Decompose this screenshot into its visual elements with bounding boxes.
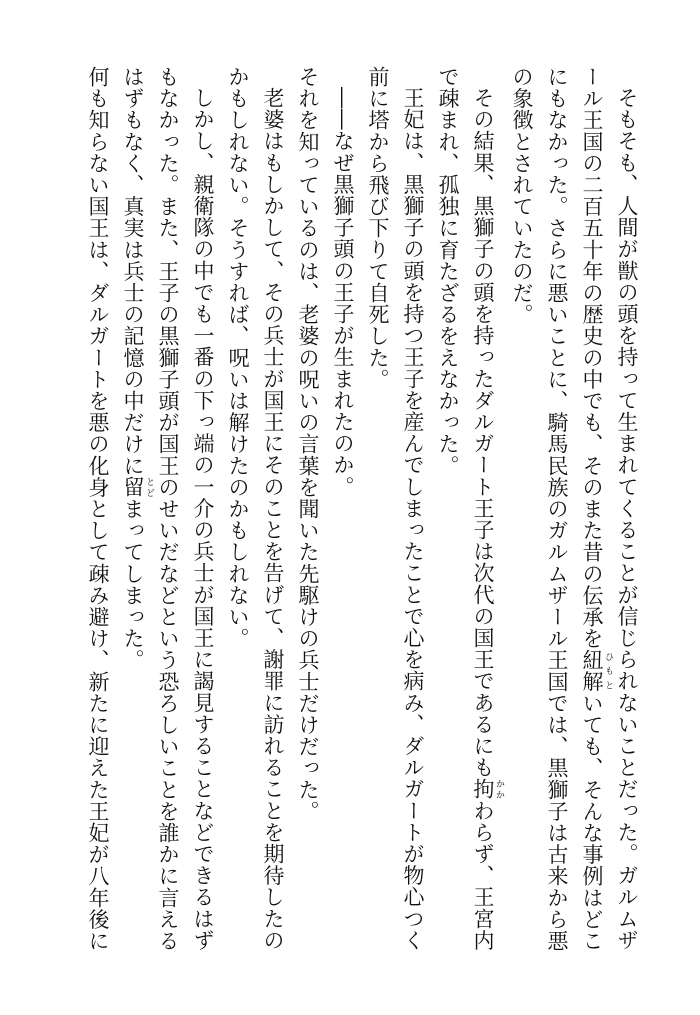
ruby-base: 拘 (471, 778, 495, 800)
ruby-kaka (471, 778, 504, 800)
text-segment: いても、そんな事例はどこにもなかった。さらに悪いことに、騎馬民族のガルムザール王国では、黒獅子は古来から悪の象徴とされていたのだ。 (510, 66, 604, 952)
paragraph-4 (325, 66, 360, 966)
paragraph-3 (360, 66, 430, 966)
ruby-reading: ひもと (603, 649, 613, 693)
ruby-todo (121, 476, 154, 499)
text-segment: しかし、親衛隊の中でも一番の下っ端の一介の兵士が国王に謁見することなどできるはずもなかった。また、王子の黒獅子頭が国王のせいだなどという恐ろしいことを誰かに言えるはずもなく、真実は兵士の記憶の中だけに (121, 66, 215, 952)
text-segment: 老婆はもしかして、その兵士が国王にそのことを告げて、謝罪に訪れることを期待したのかもしれない。そうすれば、呪いは解けたのかもしれない。 (226, 66, 285, 951)
text-segment: まってしまった。 (121, 498, 145, 671)
paragraph-2 (430, 66, 504, 966)
paragraph-1 (504, 66, 644, 966)
ruby-himoto (580, 649, 613, 693)
paragraph-7 (115, 66, 220, 966)
paragraph-5 (290, 66, 325, 966)
text-segment: 何も知らない国王は、ダルガートを悪の化身として疎み避け、新たに迎えた王妃が八年後に (86, 66, 110, 952)
ruby-reading: とど (144, 476, 154, 498)
text-segment: ――なぜ黒獅子頭の王子が生まれたのか。 (331, 87, 355, 498)
text-segment: わらず、王宮内で疎まれ、孤独に育たざるをえなかった。 (436, 66, 495, 952)
vertical-text-body (80, 66, 644, 966)
ruby-base: 留 (121, 476, 145, 499)
text-segment: それを知っているのは、老婆の呪いの言葉を聞いた先駆けの兵士だけだった。 (296, 66, 320, 822)
text-segment: 王妃は、黒獅子の頭を持つ王子を産んでしまったことで心を病み、ダルガートが物心つく前に塔から飛び下りて自死した。 (366, 66, 425, 951)
paragraph-6 (220, 66, 290, 966)
text-segment: そもそも、人間が獣の頭を持って生まれてくることが信じられないことだった。ガルムザール王国の二百五十年の歴史の中でも、そのまた昔の伝承を (580, 66, 639, 951)
paragraph-8 (80, 66, 115, 966)
text-segment: その結果、黒獅子の頭を持ったダルガート王子は次代の国王であるにも (471, 87, 495, 779)
ruby-reading: かか (494, 778, 504, 800)
ruby-base: 紐解 (580, 649, 604, 693)
